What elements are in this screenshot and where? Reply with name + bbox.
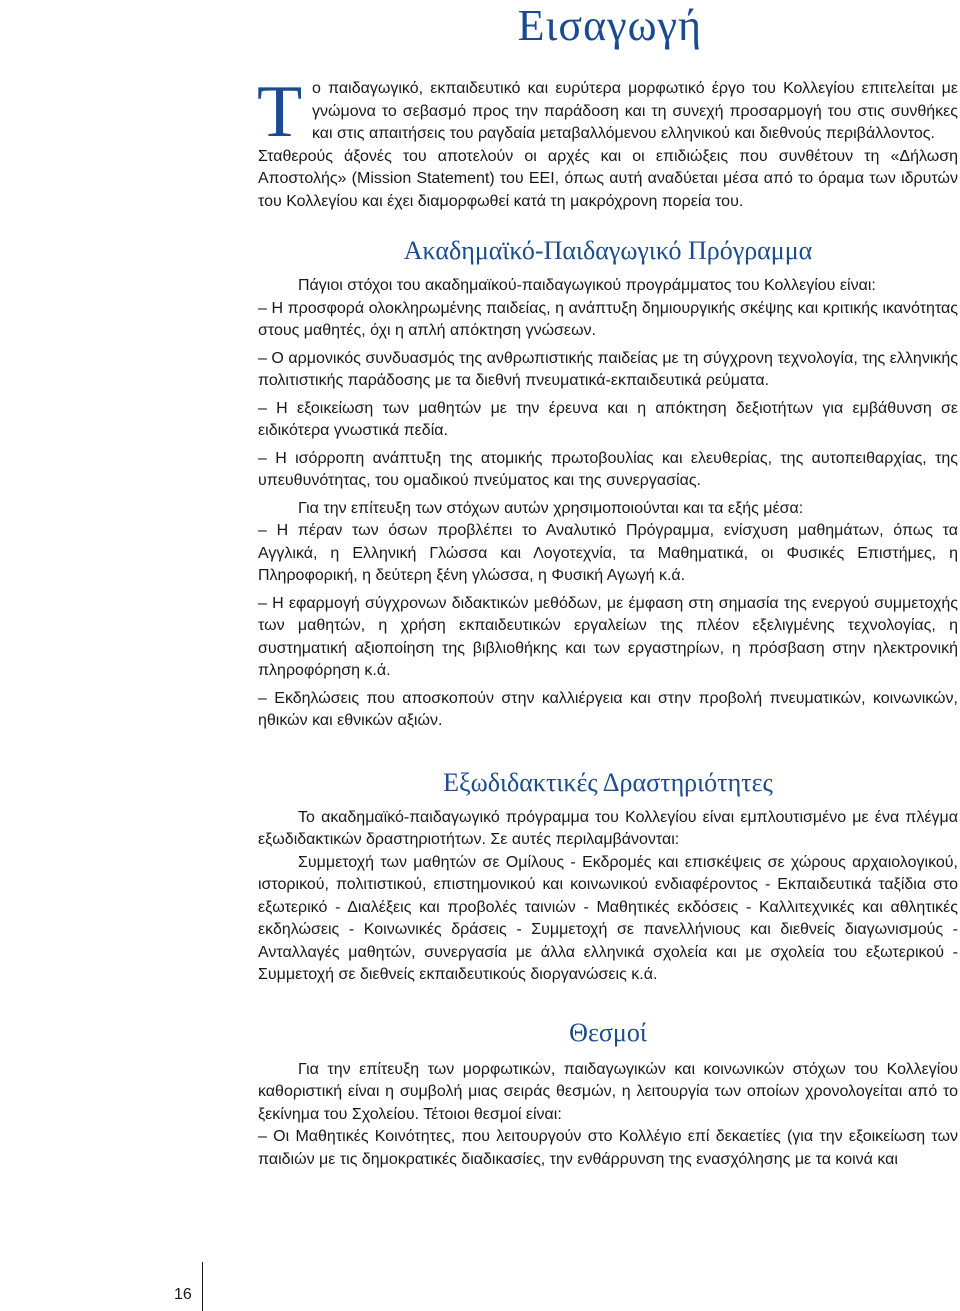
- extracurricular-heading: Εξωδιδακτικές Δραστηριότητες: [443, 767, 773, 797]
- extracurricular-paragraph-1: Το ακαδημαϊκό-παιδαγωγικό πρόγραμμα του Κολλεγίου είναι εμπλουτισμένο με ένα πλέγμα εξωδιδακτικών δραστηριοτήτων. Σε αυτές περιλαμβάνονται:: [258, 808, 958, 848]
- goal-item: – Ο αρμονικός συνδυασμός της ανθρωπιστικής παιδείας με τη σύγχρονη τεχνολογία, της ελληνικής πολιτιστικής παράδοσης με τα διεθνή πνευματικά-εκπαιδευτικά ρεύματα.: [258, 349, 958, 389]
- means-item: – Εκδηλώσεις που αποσκοπούν στην καλλιέργεια και στην προβολή πνευματικών, κοινωνικών, ηθικών και εθνικών αξιών.: [258, 689, 958, 729]
- page-title: Εισαγωγή: [517, 1, 702, 50]
- means-item: – Η πέραν των όσων προβλέπει το Αναλυτικό Πρόγραμμα, ενίσχυση μαθημάτων, όπως τα Αγγλικά, η Ελληνική Γλώσσα και Λογοτεχνία, τα Μαθηματικά, οι Φυσικές Επιστήμες, η Πληροφορική, η δεύτερη ξένη γλώσσα, η Φυσική Αγωγή κ.ά.: [258, 522, 958, 584]
- goal-item: – Η εξοικείωση των μαθητών με την έρευνα και η απόκτηση δεξιοτήτων για εμβάθυνση σε ειδικότερα γνωστικά πεδία.: [258, 399, 958, 439]
- institutions-paragraph-1: Για την επίτευξη των μορφωτικών, παιδαγωγικών και κοινωνικών στόχων του Κολλεγίου καθοριστική είναι η συμβολή μιας σειράς θεσμών, η λειτουργία των οποίων χρονολογείται από το ξεκίνημα του Σχολείου. Τέτοιοι θεσμοί είναι:: [258, 1060, 958, 1123]
- page-number: 16: [174, 1286, 192, 1303]
- academic-program-heading: Ακαδημαϊκό-Παιδαγωγικό Πρόγραμμα: [403, 236, 813, 265]
- intro-section: [257, 71, 958, 213]
- intro-paragraph-2: Σταθερούς άξονές του αποτελούν οι αρχές και οι επιδιώξεις που συνθέτουν τη «Δήλωση Αποστολής» (Mission Statement) του ΕΕΙ, όπως αυτή αναδύεται μέσα από το όραμα των ιδρυτών του Κολλεγίου και έχει διαμορφωθεί κατά τη μακρόχρονη πορεία του.: [258, 147, 958, 210]
- intro-lead-paragraph: ο παιδαγωγικό, εκπαιδευτικό και ευρύτερα μορφωτικό έργο του Κολλεγίου επιτελείται με γνώμονα το σεβασμό προς την παράδοση και τη συνεχή προσαρμογή του στις συνθήκες και στις απαιτήσεις του ραγδαία μεταβαλλόμενου ελληνικού και διεθνούς περιβάλλοντος.: [312, 80, 958, 142]
- institutions-heading: Θεσμοί: [569, 1017, 647, 1047]
- means-intro: Για την επίτευξη των στόχων αυτών χρησιμοποιούνται και τα εξής μέσα:: [298, 499, 804, 517]
- goals-intro: Πάγιοι στόχοι του ακαδημαϊκού-παιδαγωγικού προγράμματος του Κολλεγίου είναι:: [298, 277, 876, 294]
- page-number-divider: [202, 1262, 203, 1311]
- goal-item: – Η προσφορά ολοκληρωμένης παιδείας, η ανάπτυξη δημιουργικής σκέψης και κριτικής ικανότητας στους μαθητές, όχι η απλή απόκτηση γνώσεων.: [258, 299, 958, 339]
- extracurricular-paragraph-2: Συμμετοχή των μαθητών σε Ομίλους - Εκδρομές και επισκέψεις σε χώρους αρχαιολογικού, ιστορικού, πολιτιστικού, επιστημονικού και κοινωνικού ενδιαφέροντος - Εκπαιδευτικά ταξίδια στο εξωτερικό - Διαλέξεις και προβολές ταινιών - Μαθητικές εκδόσεις - Καλλιτεχνικές και αθλητικές εκδηλώσεις - Κοινωνικές δράσεις - Συμμετοχή σε πανελλήνιους και διεθνείς διαγωνισμούς - Ανταλλαγές μαθητών, συνεργασία με άλλα ελληνικά σχολεία και με σχολεία του εξωτερικού - Συμμετοχή σε διεθνείς εκπαιδευτικούς διοργανώσεις κ.ά.: [258, 853, 958, 983]
- goal-item: – Η ισόρροπη ανάπτυξη της ατομικής πρωτοβουλίας και ελευθερίας, της αυτοπειθαρχίας, της υπευθυνότητας, του ομαδικού πνεύματος και της συνεργασίας.: [258, 449, 958, 489]
- main-column: [257, 71, 958, 1171]
- drop-cap: Τ: [257, 71, 303, 153]
- institutions-paragraph-2: – Οι Μαθητικές Κοινότητες, που λειτουργούν στο Κολλέγιο επί δεκαετίες (για την εξοικείωση των παιδιών με τις δημοκρατικές διαδικασίες, την ενθάρρυνση της ενασχόλησης με τα κοινά και: [258, 1128, 958, 1168]
- means-item: – Η εφαρμογή σύγχρονων διδακτικών μεθόδων, με έμφαση στη σημασία της ενεργού συμμετοχής των μαθητών, η χρήση εκπαιδευτικών εργαλείων της πλέον εξελιγμένης τεχνολογίας, η συστηματική αξιοποίηση της βιβλιοθήκης και των εργαστηρίων, η πρόσβαση στην ηλεκτρονική πληροφόρηση κ.ά.: [258, 594, 958, 679]
